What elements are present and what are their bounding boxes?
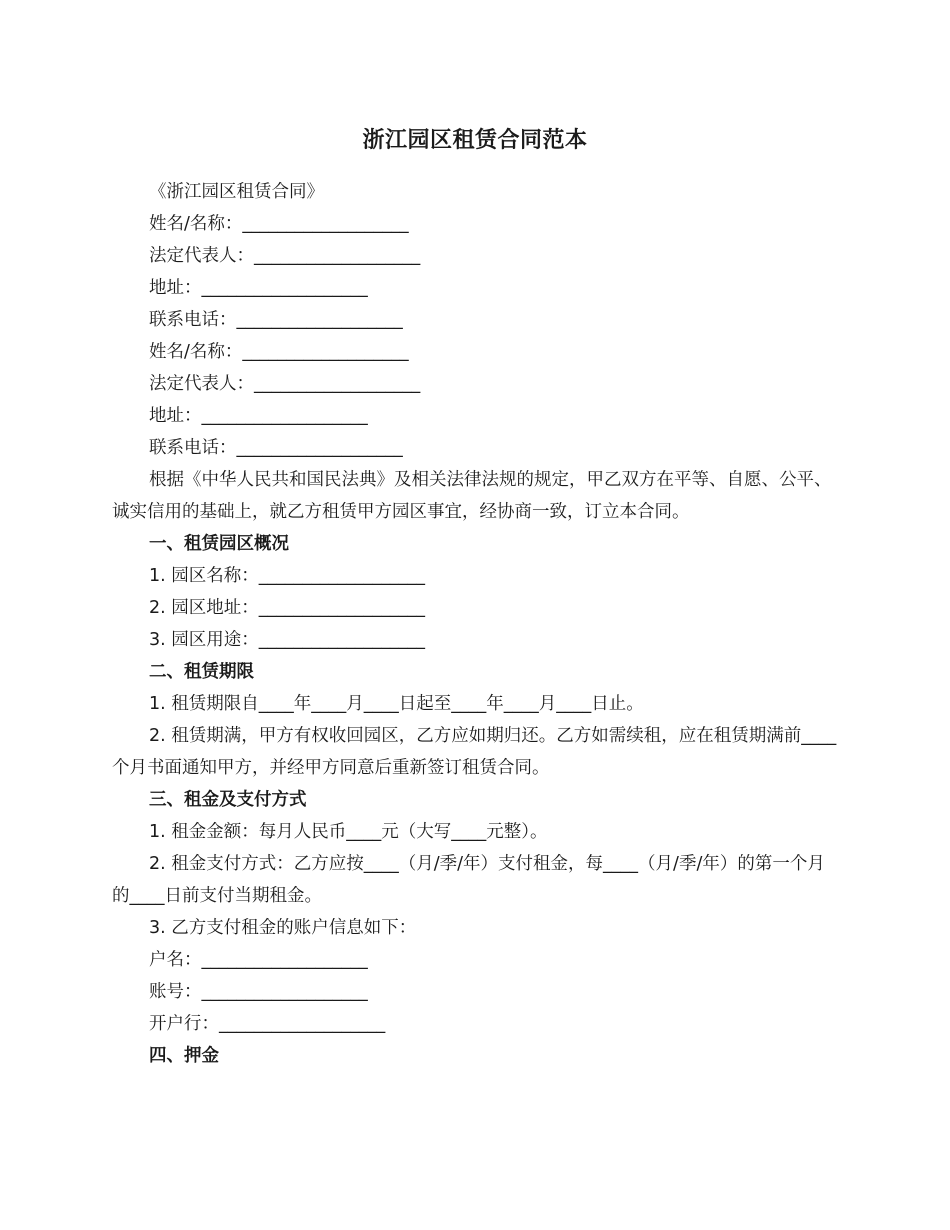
party-a-representative-field: 法定代表人：___________________ — [149, 246, 421, 266]
document-title: 浙江园区租赁合同范本 — [362, 128, 588, 153]
clause-item: 1. 园区名称：___________________ — [149, 566, 426, 586]
section-heading: 二、租赁期限 — [149, 662, 254, 682]
clause-item: 3. 园区用途：___________________ — [149, 630, 426, 650]
section-heading: 一、租赁园区概况 — [149, 534, 289, 554]
document-body — [112, 176, 842, 1072]
party-b-name-field: 姓名/名称：___________________ — [149, 342, 409, 362]
clause-item: 1. 租金金额：每月人民币____元（大写____元整）。 — [149, 822, 548, 842]
account-name-field: 户名：___________________ — [149, 950, 368, 970]
party-a-phone-field: 联系电话：___________________ — [149, 310, 403, 330]
party-b-representative-field: 法定代表人：___________________ — [149, 374, 421, 394]
account-number-field: 账号：___________________ — [149, 982, 368, 1002]
party-a-address-field: 地址：___________________ — [149, 278, 368, 298]
bank-field: 开户行：___________________ — [149, 1014, 386, 1034]
clause-item: 2. 园区地址：___________________ — [149, 598, 426, 618]
section-heading: 四、押金 — [149, 1046, 219, 1066]
clause-item: 3. 乙方支付租金的账户信息如下： — [149, 918, 417, 938]
clause-item: 2. 租金支付方式：乙方应按____（月/季/年）支付租金，每____（月/季/年）的第一个月的____日前支付当期租金。 — [112, 854, 825, 906]
clause-item: 2. 租赁期满，甲方有权收回园区，乙方应如期归还。乙方如需续租，应在租赁期满前____个月书面通知甲方，并经甲方同意后重新签订租赁合同。 — [112, 726, 837, 778]
party-b-phone-field: 联系电话：___________________ — [149, 438, 403, 458]
party-b-address-field: 地址：___________________ — [149, 406, 368, 426]
preamble-paragraph: 根据《中华人民共和国民法典》及相关法律法规的规定，甲乙双方在平等、自愿、公平、诚实信用的基础上，就乙方租赁甲方园区事宜，经协商一致，订立本合同。 — [112, 470, 832, 522]
paragraph: 《浙江园区租赁合同》 — [149, 182, 324, 202]
party-a-name-field: 姓名/名称：___________________ — [149, 214, 409, 234]
section-heading: 三、租金及支付方式 — [149, 790, 307, 810]
clause-item: 1. 租赁期限自____年____月____日起至____年____月____日止。 — [149, 694, 644, 714]
